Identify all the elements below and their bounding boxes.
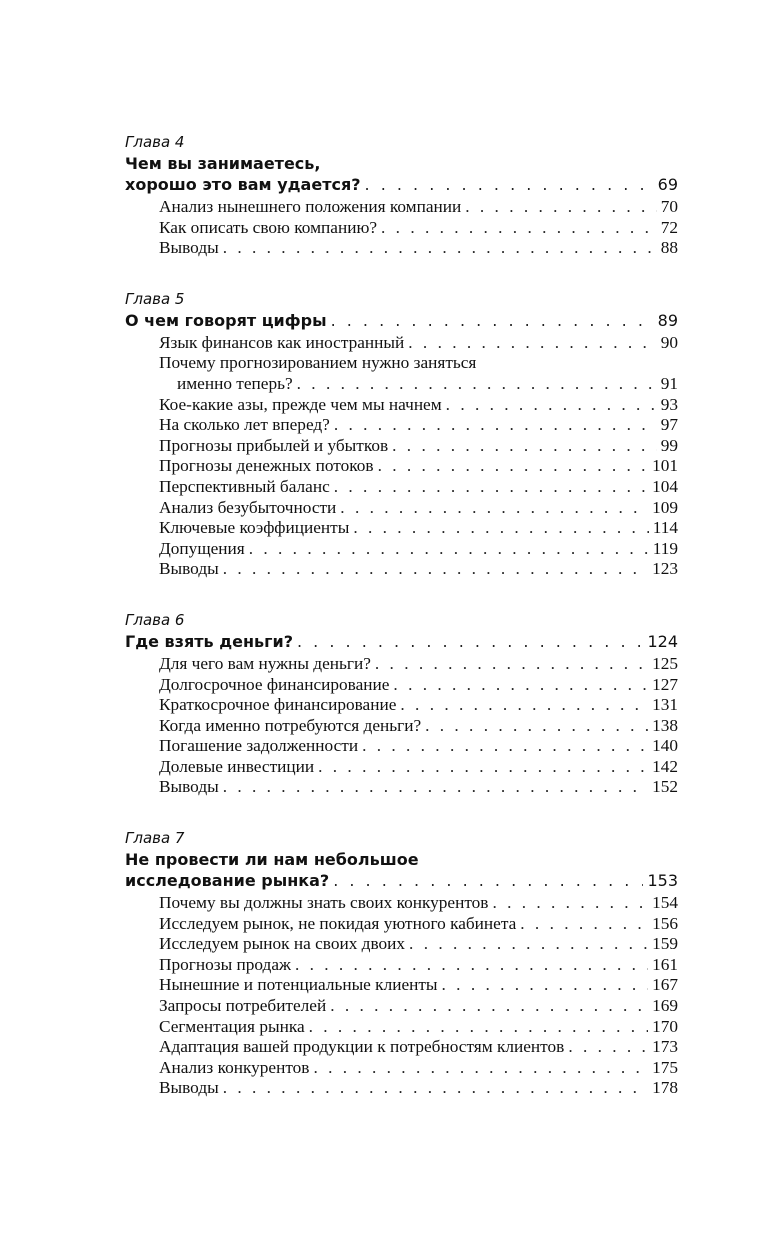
leader-dots bbox=[334, 415, 657, 436]
page-number: 159 bbox=[652, 934, 678, 954]
section-title: Запросы потребителей bbox=[159, 996, 327, 1016]
page-number: 114 bbox=[652, 518, 678, 538]
chapter-7 bbox=[125, 828, 678, 1099]
section-list bbox=[125, 333, 678, 580]
leader-dots bbox=[334, 477, 648, 498]
chapter-title-line: Где взять деньги? bbox=[125, 631, 293, 651]
page-number: 169 bbox=[652, 996, 678, 1016]
section-title: Ключевые коэффициенты bbox=[159, 518, 350, 538]
section-title: Адаптация вашей продукции к потребностям клиентов bbox=[159, 1037, 565, 1057]
section-title: Кое-какие азы, прежде чем мы начнем bbox=[159, 394, 442, 414]
leader-dots bbox=[365, 174, 654, 195]
chapter-title-line: Не провести ли нам небольшое bbox=[125, 850, 419, 870]
section-title: Анализ конкурентов bbox=[159, 1057, 310, 1077]
leader-dots bbox=[297, 374, 657, 395]
section-entry[interactable] bbox=[159, 736, 678, 757]
section-title: Выводы bbox=[159, 777, 219, 797]
page-number: 153 bbox=[647, 871, 678, 891]
section-entry[interactable] bbox=[159, 498, 678, 519]
page-number: 127 bbox=[652, 674, 678, 694]
section-title: Погашение задолженности bbox=[159, 736, 359, 756]
leader-dots bbox=[309, 1017, 648, 1038]
leader-dots bbox=[393, 675, 648, 696]
section-entry[interactable] bbox=[159, 675, 678, 696]
chapter-title-line: Чем вы занимаетесь, bbox=[125, 154, 321, 173]
section-entry[interactable] bbox=[159, 1017, 678, 1038]
section-title: Прогнозы прибылей и убытков bbox=[159, 435, 389, 455]
leader-dots bbox=[465, 197, 656, 218]
page-number: 70 bbox=[660, 197, 678, 216]
page-number: 167 bbox=[652, 975, 678, 995]
leader-dots bbox=[520, 914, 648, 935]
page-number: 90 bbox=[660, 332, 678, 352]
leader-dots bbox=[223, 559, 648, 580]
leader-dots bbox=[362, 736, 648, 757]
page-number: 142 bbox=[652, 756, 678, 776]
section-title: Нынешние и потенциальные клиенты bbox=[159, 975, 438, 995]
section-title: Язык финансов как иностранный bbox=[159, 332, 405, 352]
section-list bbox=[125, 893, 678, 1099]
leader-dots bbox=[378, 456, 648, 477]
section-entry[interactable] bbox=[159, 238, 678, 259]
chapter-entry[interactable] bbox=[125, 310, 678, 331]
page-number: 123 bbox=[652, 559, 678, 579]
leader-dots bbox=[330, 996, 648, 1017]
section-entry[interactable] bbox=[159, 477, 678, 498]
chapter-label: Глава 7 bbox=[125, 829, 185, 848]
section-entry[interactable] bbox=[159, 716, 678, 737]
section-title: Выводы bbox=[159, 559, 219, 579]
page-number: 89 bbox=[657, 310, 678, 330]
page-number: 93 bbox=[660, 394, 678, 414]
page-number: 69 bbox=[657, 175, 678, 194]
leader-dots bbox=[331, 310, 654, 331]
page-number: 104 bbox=[652, 476, 678, 496]
page-number: 91 bbox=[660, 373, 678, 393]
page-number: 125 bbox=[652, 653, 678, 673]
leader-dots bbox=[333, 870, 643, 891]
section-entry[interactable] bbox=[159, 218, 678, 239]
page-number: 152 bbox=[652, 777, 678, 797]
chapter-title-line: хорошо это вам удается? bbox=[125, 175, 361, 194]
chapter-entry[interactable] bbox=[125, 631, 678, 652]
section-entry[interactable] bbox=[159, 374, 678, 395]
leader-dots bbox=[392, 436, 657, 457]
section-title-line: именно теперь? bbox=[177, 373, 293, 393]
section-entry[interactable] bbox=[159, 456, 678, 477]
section-title: Долгосрочное финансирование bbox=[159, 674, 390, 694]
section-title: Перспективный баланс bbox=[159, 476, 330, 496]
section-entry[interactable] bbox=[159, 197, 678, 218]
leader-dots bbox=[313, 1058, 648, 1079]
page-number: 138 bbox=[652, 715, 678, 735]
section-entry[interactable] bbox=[159, 757, 678, 778]
section-title: Как описать свою компанию? bbox=[159, 217, 378, 237]
section-entry[interactable] bbox=[159, 654, 678, 675]
page-number: 124 bbox=[647, 631, 678, 651]
page-number: 99 bbox=[660, 435, 678, 455]
section-title: На сколько лет вперед? bbox=[159, 415, 330, 435]
leader-dots bbox=[409, 934, 648, 955]
section-title: Для чего вам нужны деньги? bbox=[159, 653, 371, 673]
leader-dots bbox=[381, 218, 657, 239]
table-of-contents bbox=[125, 132, 678, 1129]
page-number: 131 bbox=[652, 695, 678, 715]
section-entry[interactable] bbox=[159, 539, 678, 560]
section-title: Прогнозы денежных потоков bbox=[159, 456, 374, 476]
section-title: Краткосрочное финансирование bbox=[159, 695, 397, 715]
page-number: 170 bbox=[652, 1016, 678, 1036]
leader-dots bbox=[223, 238, 657, 259]
section-title: Анализ безубыточности bbox=[159, 497, 337, 517]
page-number: 109 bbox=[652, 497, 678, 517]
section-entry[interactable] bbox=[159, 1058, 678, 1079]
section-entry[interactable] bbox=[159, 695, 678, 716]
section-entry[interactable] bbox=[159, 777, 678, 798]
leader-dots bbox=[568, 1037, 648, 1058]
chapter-label: Глава 5 bbox=[125, 289, 185, 308]
page-number: 178 bbox=[652, 1078, 678, 1098]
section-title: Почему вы должны знать своих конкурентов bbox=[159, 893, 489, 913]
section-entry[interactable] bbox=[159, 395, 678, 416]
leader-dots bbox=[375, 654, 648, 675]
section-entry[interactable] bbox=[159, 955, 678, 976]
page-number: 97 bbox=[660, 415, 678, 435]
section-entry[interactable] bbox=[159, 518, 678, 539]
leader-dots bbox=[400, 695, 648, 716]
leader-dots bbox=[249, 539, 649, 560]
chapter-4 bbox=[125, 132, 678, 259]
chapter-label: Глава 4 bbox=[125, 133, 185, 151]
leader-dots bbox=[492, 893, 648, 914]
section-entry[interactable] bbox=[159, 996, 678, 1017]
section-entry[interactable] bbox=[159, 415, 678, 436]
page-number: 88 bbox=[660, 238, 678, 258]
leader-dots bbox=[318, 757, 648, 778]
page-number: 101 bbox=[652, 456, 678, 476]
section-list bbox=[125, 197, 678, 259]
page-number: 175 bbox=[652, 1057, 678, 1077]
section-entry[interactable] bbox=[159, 1078, 678, 1099]
leader-dots bbox=[446, 395, 657, 416]
section-title: Выводы bbox=[159, 1078, 219, 1098]
page-number: 154 bbox=[652, 893, 678, 913]
chapter-5 bbox=[125, 289, 678, 580]
section-entry[interactable] bbox=[159, 436, 678, 457]
section-title-line[interactable]: Почему прогнозированием нужно заняться bbox=[159, 353, 477, 373]
section-entry[interactable] bbox=[159, 975, 678, 996]
section-title: Прогнозы продаж bbox=[159, 954, 291, 974]
section-entry[interactable] bbox=[159, 914, 678, 935]
page-number: 119 bbox=[652, 538, 678, 558]
section-entry[interactable] bbox=[159, 559, 678, 580]
leader-dots bbox=[295, 955, 648, 976]
chapter-title-line: О чем говорят цифры bbox=[125, 310, 327, 330]
leader-dots bbox=[223, 1078, 648, 1099]
section-title: Анализ нынешнего положения компании bbox=[159, 197, 462, 216]
leader-dots bbox=[223, 777, 648, 798]
section-entry[interactable] bbox=[159, 893, 678, 914]
section-title: Сегментация рынка bbox=[159, 1016, 305, 1036]
section-entry[interactable] bbox=[159, 1037, 678, 1058]
section-entry[interactable] bbox=[159, 934, 678, 955]
leader-dots bbox=[442, 975, 649, 996]
chapter-label: Глава 6 bbox=[125, 610, 185, 629]
leader-dots bbox=[408, 333, 656, 354]
page-number: 161 bbox=[652, 954, 678, 974]
section-title: Исследуем рынок, не покидая уютного кабинета bbox=[159, 913, 517, 933]
chapter-entry[interactable] bbox=[125, 174, 678, 195]
leader-dots bbox=[353, 518, 648, 539]
section-title: Когда именно потребуются деньги? bbox=[159, 715, 422, 735]
chapter-entry[interactable] bbox=[125, 870, 678, 891]
section-title: Исследуем рынок на своих двоих bbox=[159, 934, 406, 954]
chapter-title-line: исследование рынка? bbox=[125, 871, 330, 891]
section-entry[interactable] bbox=[159, 333, 678, 354]
section-title: Допущения bbox=[159, 538, 245, 558]
leader-dots bbox=[297, 631, 643, 652]
page-number: 140 bbox=[652, 736, 678, 756]
section-title: Долевые инвестиции bbox=[159, 756, 315, 776]
chapter-6 bbox=[125, 610, 678, 798]
leader-dots bbox=[425, 716, 648, 737]
page-number: 156 bbox=[652, 913, 678, 933]
section-title: Выводы bbox=[159, 238, 219, 258]
page-number: 72 bbox=[660, 217, 678, 237]
page-number: 173 bbox=[652, 1037, 678, 1057]
section-list bbox=[125, 654, 678, 798]
leader-dots bbox=[340, 498, 648, 519]
